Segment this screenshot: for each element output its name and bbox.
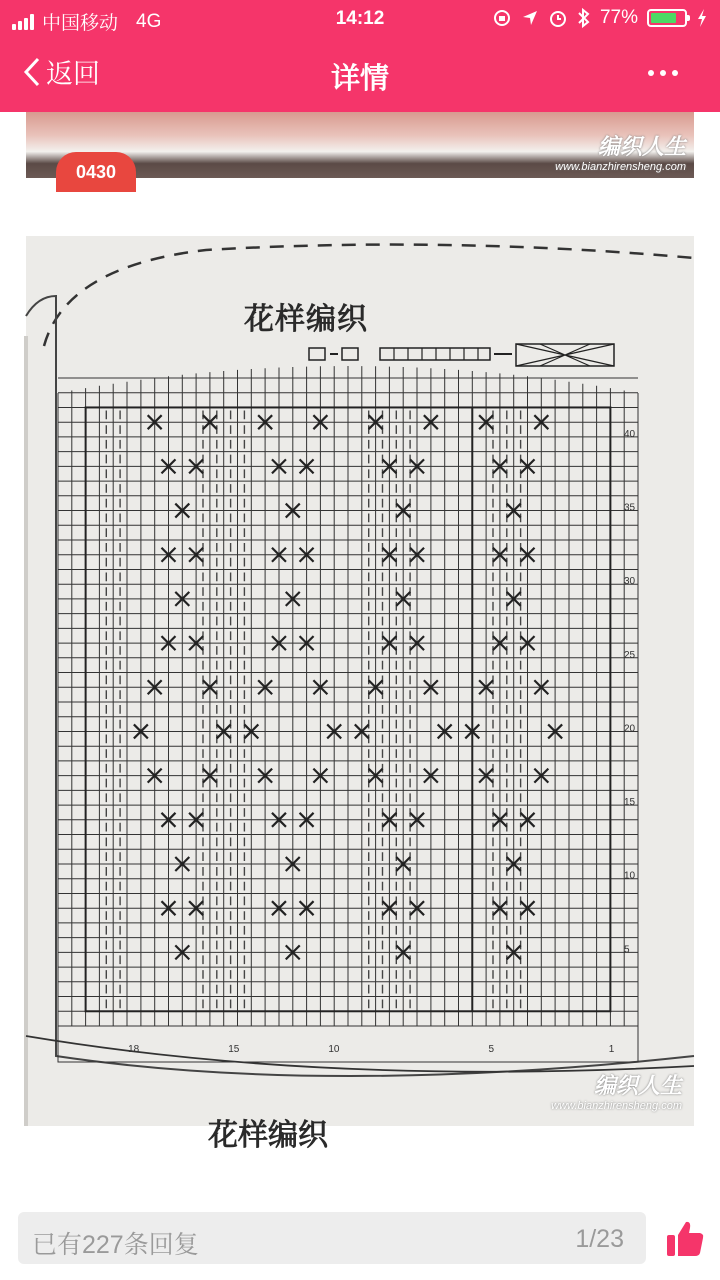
alarm-icon — [548, 8, 568, 28]
watermark-text: 编织人生 — [593, 1073, 682, 1098]
battery-percent: 77% — [599, 7, 638, 28]
location-icon — [521, 9, 539, 27]
column-number-label: 10 — [328, 1044, 340, 1055]
reply-placeholder: 已有227条回复 — [32, 1231, 199, 1259]
post-image-1[interactable] — [26, 112, 694, 182]
page-title: 详情 — [330, 63, 389, 95]
watermark-url: www.bianzhirensheng.com — [551, 1100, 682, 1112]
top-bar — [0, 0, 720, 112]
knitting-grid — [26, 236, 694, 1126]
page-curve — [26, 1036, 694, 1072]
column-number-label: 15 — [228, 1044, 240, 1055]
row-number-label: 15 — [624, 797, 636, 809]
column-number-label: 1 — [608, 1044, 615, 1055]
column-number-label: 5 — [488, 1044, 495, 1055]
chart-title: 花样编织 — [244, 303, 368, 336]
carrier-label: 中国移动 — [42, 13, 119, 34]
row-number-label: 5 — [624, 944, 630, 956]
row-number-label: 25 — [624, 649, 636, 661]
thumbs-up-icon[interactable] — [664, 1218, 706, 1260]
back-label: 返回 — [46, 59, 100, 89]
nav-bar — [0, 38, 720, 112]
post-image-2[interactable] — [26, 236, 694, 1152]
grid-lines — [58, 366, 638, 1026]
watermark — [555, 130, 686, 173]
status-time: 14:12 — [335, 8, 385, 29]
watermark-text: 编织人生 — [597, 134, 686, 159]
page-indicator: 1/23 — [575, 1225, 624, 1253]
row-number-label: 30 — [624, 576, 636, 588]
row-number-label: 40 — [624, 428, 636, 440]
bluetooth-icon — [577, 8, 591, 28]
more-icon[interactable] — [648, 70, 678, 76]
column-number-strip — [58, 1026, 638, 1062]
status-bar — [0, 0, 720, 38]
orientation-lock-icon — [492, 8, 512, 28]
image-badge: 0430 — [56, 152, 136, 192]
cut-off-heading: 花样编织 — [208, 1119, 328, 1152]
reply-input[interactable] — [18, 1212, 646, 1264]
row-number-label: 10 — [624, 870, 636, 882]
row-number-label: 20 — [624, 723, 636, 735]
battery-icon — [647, 9, 687, 27]
network-label: 4G — [136, 10, 162, 32]
charging-icon — [696, 8, 708, 28]
row-number-label: 35 — [624, 502, 636, 514]
column-number-label: 18 — [128, 1044, 140, 1055]
watermark — [551, 1069, 682, 1112]
watermark-url: www.bianzhirensheng.com — [555, 161, 686, 173]
